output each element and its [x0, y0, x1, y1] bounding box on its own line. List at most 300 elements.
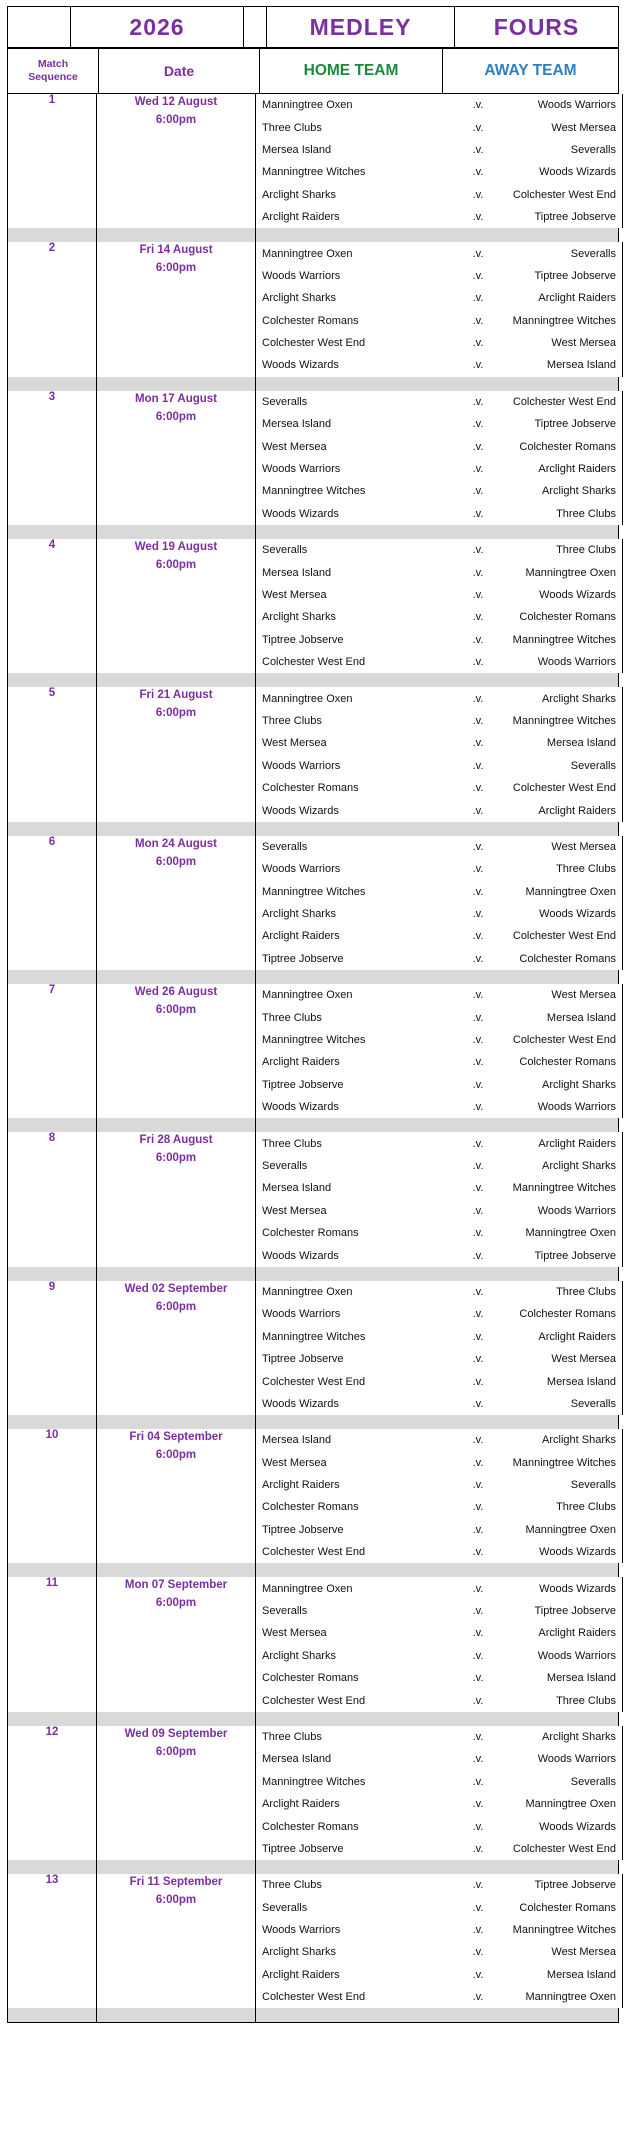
separator-cell	[256, 1415, 619, 1429]
fixture-row	[256, 332, 622, 354]
document-header	[7, 6, 619, 94]
fixture-row	[256, 1074, 622, 1096]
away-team-name: Arclight Sharks	[542, 1434, 616, 1447]
match-sequence-cell: 7	[8, 984, 97, 1118]
fixture-row	[256, 799, 622, 821]
fixture-row	[256, 1496, 622, 1518]
versus-label: .v.	[472, 314, 484, 327]
separator-cell	[8, 1860, 97, 1874]
separator-cell	[8, 1415, 97, 1429]
home-team-name: Severalls	[262, 840, 308, 853]
away-team-name: Manningtree Oxen	[525, 1523, 616, 1536]
versus-label: .v.	[472, 1182, 484, 1195]
away-team-name: Manningtree Witches	[512, 633, 616, 646]
away-team-name: Tiptree Jobserve	[534, 269, 616, 282]
fixture-row	[256, 1222, 622, 1244]
match-time: 6:00pm	[155, 1597, 197, 1610]
away-team-name: Woods Wizards	[539, 1546, 616, 1559]
match-date: Fri 28 August	[139, 1134, 213, 1147]
fixture-row	[256, 858, 622, 880]
separator-cell	[256, 2008, 619, 2022]
fixtures-cell	[256, 1874, 623, 2008]
separator-cell	[8, 673, 97, 687]
away-team-name: Mersea Island	[546, 737, 616, 750]
col-header-away-team: AWAY TEAM	[443, 49, 619, 94]
away-team-name: Three Clubs	[556, 544, 616, 557]
fixture-row	[256, 1838, 622, 1860]
versus-label: .v.	[472, 908, 484, 921]
match-sequence-cell: 1	[8, 94, 97, 228]
versus-label: .v.	[472, 1479, 484, 1492]
round-block	[7, 1874, 623, 2008]
column-header-row	[7, 48, 619, 94]
home-team-name: Manningtree Oxen	[262, 1582, 353, 1595]
fixtures-table	[256, 242, 622, 376]
versus-label: .v.	[472, 782, 484, 795]
away-team-name: Colchester West End	[512, 1842, 616, 1855]
away-team-name: Colchester West End	[512, 395, 616, 408]
away-team-name: Severalls	[570, 759, 616, 772]
away-team-name: Mersea Island	[546, 1968, 616, 1981]
round-block	[7, 687, 623, 821]
date-cell	[97, 1429, 256, 1563]
match-time: 6:00pm	[155, 410, 197, 423]
home-team-name: Woods Wizards	[262, 1249, 339, 1262]
home-team-name: Woods Wizards	[262, 1101, 339, 1114]
versus-label: .v.	[472, 1434, 484, 1447]
home-team-name: Colchester West End	[262, 656, 366, 669]
home-team-name: Manningtree Oxen	[262, 989, 353, 1002]
versus-label: .v.	[472, 1456, 484, 1469]
home-team-name: Woods Warriors	[262, 759, 341, 772]
away-team-name: Arclight Sharks	[542, 485, 616, 498]
fixture-row	[256, 584, 622, 606]
away-team-name: Severalls	[570, 1775, 616, 1788]
versus-label: .v.	[472, 1204, 484, 1217]
versus-label: .v.	[472, 1285, 484, 1298]
fixture-row	[256, 391, 622, 413]
away-team-name: Mersea Island	[546, 1011, 616, 1024]
separator-cell	[97, 1415, 256, 1429]
match-sequence-cell: 4	[8, 539, 97, 673]
date-cell	[97, 94, 256, 228]
away-team-name: Woods Wizards	[539, 908, 616, 921]
round-separator	[7, 1267, 619, 1281]
home-team-name: Woods Warriors	[262, 863, 341, 876]
home-team-name: Manningtree Witches	[262, 1034, 366, 1047]
fixture-row	[256, 1577, 622, 1599]
home-team-name: Colchester West End	[262, 1546, 366, 1559]
round-block	[7, 1132, 623, 1266]
home-team-name: Mersea Island	[262, 566, 332, 579]
match-time: 6:00pm	[155, 558, 197, 571]
away-team-name: Manningtree Oxen	[525, 1991, 616, 2004]
versus-label: .v.	[472, 269, 484, 282]
home-team-name: Manningtree Oxen	[262, 692, 353, 705]
date-cell	[97, 242, 256, 376]
home-team-name: Woods Warriors	[262, 1308, 341, 1321]
versus-label: .v.	[472, 1523, 484, 1536]
fixtures-table	[256, 984, 622, 1118]
away-team-name: Manningtree Witches	[512, 1182, 616, 1195]
match-sequence-cell: 11	[8, 1577, 97, 1711]
fixture-row	[256, 1897, 622, 1919]
fixture-row	[256, 310, 622, 332]
versus-label: .v.	[472, 566, 484, 579]
fixture-row	[256, 265, 622, 287]
home-team-name: West Mersea	[262, 1627, 327, 1640]
fixtures-table	[256, 1429, 622, 1563]
fixtures-cell	[256, 1429, 623, 1563]
home-team-name: Tiptree Jobserve	[262, 1353, 344, 1366]
separator-cell	[256, 525, 619, 539]
home-team-name: Colchester Romans	[262, 1820, 359, 1833]
fixture-row	[256, 1986, 622, 2008]
separator-cell	[97, 1860, 256, 1874]
title-row	[7, 6, 619, 48]
fixture-row	[256, 1600, 622, 1622]
versus-label: .v.	[472, 1924, 484, 1937]
fixture-row	[256, 1326, 622, 1348]
fixture-row	[256, 1393, 622, 1415]
home-team-name: Woods Wizards	[262, 507, 339, 520]
home-team-name: Arclight Raiders	[262, 1479, 340, 1492]
home-team-name: West Mersea	[262, 589, 327, 601]
match-sequence-cell: 12	[8, 1726, 97, 1860]
match-sequence-cell: 8	[8, 1132, 97, 1266]
versus-label: .v.	[472, 1991, 484, 2004]
away-team-name: Severalls	[570, 247, 616, 260]
col-header-match-sequence	[8, 49, 99, 94]
round-block	[7, 984, 623, 1118]
match-time: 6:00pm	[155, 1745, 197, 1758]
away-team-name: Arclight Sharks	[542, 692, 616, 705]
versus-label: .v.	[472, 121, 484, 134]
fixture-row	[256, 458, 622, 480]
fixtures-table	[256, 836, 622, 970]
versus-label: .v.	[472, 507, 484, 520]
match-time: 6:00pm	[155, 1893, 197, 1906]
separator-cell	[97, 1712, 256, 1726]
separator-cell	[97, 1118, 256, 1132]
fixtures-table	[256, 1132, 622, 1266]
fixture-row	[256, 539, 622, 561]
versus-label: .v.	[472, 1227, 484, 1240]
match-date: Mon 17 August	[135, 392, 217, 405]
fixture-row	[256, 161, 622, 183]
home-team-name: Arclight Raiders	[262, 1056, 340, 1069]
round-block	[7, 539, 623, 673]
home-team-name: West Mersea	[262, 737, 327, 750]
date-cell	[97, 984, 256, 1118]
away-team-name: Manningtree Witches	[512, 1924, 616, 1937]
away-team-name: Three Clubs	[556, 863, 616, 876]
fixture-row	[256, 755, 622, 777]
fixture-row	[256, 984, 622, 1006]
date-cell	[97, 1577, 256, 1711]
versus-label: .v.	[472, 1397, 484, 1410]
fixture-row	[256, 1771, 622, 1793]
fixtures-table	[256, 1577, 622, 1711]
away-team-name: Woods Warriors	[537, 656, 616, 669]
home-team-name: Colchester West End	[262, 1991, 366, 2004]
away-team-name: Tiptree Jobserve	[534, 211, 616, 224]
separator-cell	[8, 1267, 97, 1281]
fixtures-cell	[256, 1726, 623, 1860]
match-time: 6:00pm	[155, 1152, 197, 1165]
versus-label: .v.	[472, 1775, 484, 1788]
fixture-row	[256, 561, 622, 583]
fixture-row	[256, 777, 622, 799]
fixture-row	[256, 413, 622, 435]
versus-label: .v.	[472, 463, 484, 476]
match-date: Wed 26 August	[134, 986, 218, 999]
home-team-name: Woods Wizards	[262, 359, 339, 372]
fixtures-cell	[256, 687, 623, 821]
fixture-row	[256, 139, 622, 161]
round-block	[7, 1577, 623, 1711]
rounds-container	[7, 94, 619, 2022]
away-team-name: Woods Warriors	[537, 1101, 616, 1114]
away-team-name: Colchester West End	[512, 930, 616, 943]
fixture-row	[256, 1244, 622, 1266]
versus-label: .v.	[472, 1627, 484, 1640]
round-separator	[7, 822, 619, 836]
away-team-name: Manningtree Witches	[512, 714, 616, 727]
separator-cell	[8, 822, 97, 836]
fixture-row	[256, 242, 622, 264]
home-team-name: Colchester Romans	[262, 1672, 359, 1685]
fixture-row	[256, 184, 622, 206]
away-team-name: Colchester Romans	[519, 611, 616, 624]
separator-cell	[8, 970, 97, 984]
away-team-name: West Mersea	[551, 337, 616, 350]
versus-label: .v.	[472, 952, 484, 965]
round-block	[7, 1429, 623, 1563]
home-team-name: West Mersea	[262, 1204, 327, 1217]
versus-label: .v.	[472, 1901, 484, 1914]
fixtures-cell	[256, 94, 623, 228]
versus-label: .v.	[472, 656, 484, 669]
fixture-row	[256, 1541, 622, 1563]
away-team-name: Mersea Island	[546, 1672, 616, 1685]
home-team-name: Severalls	[262, 1605, 308, 1618]
home-team-name: Severalls	[262, 1901, 308, 1914]
home-team-name: Mersea Island	[262, 1434, 332, 1447]
versus-label: .v.	[472, 759, 484, 772]
match-date: Mon 24 August	[135, 837, 217, 850]
versus-label: .v.	[472, 1501, 484, 1514]
fixtures-cell	[256, 1577, 623, 1711]
fixtures-cell	[256, 391, 623, 525]
away-team-name: West Mersea	[551, 121, 616, 134]
versus-label: .v.	[472, 714, 484, 727]
match-time: 6:00pm	[155, 1448, 197, 1461]
versus-label: .v.	[472, 1968, 484, 1981]
fixture-row	[256, 629, 622, 651]
versus-label: .v.	[472, 1753, 484, 1766]
versus-label: .v.	[472, 1798, 484, 1811]
fixture-row	[256, 1029, 622, 1051]
match-time: 6:00pm	[155, 1003, 197, 1016]
versus-label: .v.	[472, 1672, 484, 1685]
fixture-row	[256, 206, 622, 228]
home-team-name: Manningtree Witches	[262, 485, 366, 498]
away-team-name: Colchester West End	[512, 782, 616, 795]
match-time: 6:00pm	[155, 1300, 197, 1313]
separator-cell	[256, 673, 619, 687]
versus-label: .v.	[472, 1159, 484, 1172]
fixture-row	[256, 1874, 622, 1896]
fixture-row	[256, 1200, 622, 1222]
match-sequence-cell: 6	[8, 836, 97, 970]
away-team-name: Arclight Sharks	[542, 1730, 616, 1743]
versus-label: .v.	[472, 544, 484, 557]
match-sequence-cell: 5	[8, 687, 97, 821]
home-team-name: Manningtree Oxen	[262, 1285, 353, 1298]
home-team-name: Arclight Sharks	[262, 908, 336, 921]
fixture-row	[256, 480, 622, 502]
separator-cell	[256, 1712, 619, 1726]
versus-label: .v.	[472, 1034, 484, 1047]
versus-label: .v.	[472, 247, 484, 260]
fixture-row	[256, 1177, 622, 1199]
round-block	[7, 836, 623, 970]
fixture-row	[256, 503, 622, 525]
home-team-name: Three Clubs	[262, 1011, 322, 1024]
home-team-name: Colchester Romans	[262, 314, 359, 327]
away-team-name: Arclight Sharks	[542, 1159, 616, 1172]
match-date: Fri 11 September	[129, 1876, 223, 1889]
fixtures-cell	[256, 984, 623, 1118]
separator-cell	[8, 525, 97, 539]
fixtures-table	[256, 94, 622, 228]
away-team-name: Mersea Island	[546, 359, 616, 372]
versus-label: .v.	[472, 1353, 484, 1366]
round-separator	[7, 1712, 619, 1726]
round-separator	[7, 970, 619, 984]
fixture-row	[256, 1748, 622, 1770]
home-team-name: Severalls	[262, 395, 308, 408]
fixture-list-page	[0, 6, 626, 2023]
fixtures-table	[256, 539, 622, 673]
fixture-row	[256, 354, 622, 376]
away-team-name: Arclight Raiders	[538, 1627, 616, 1640]
away-team-name: Three Clubs	[556, 1694, 616, 1707]
separator-cell	[256, 822, 619, 836]
date-cell	[97, 1726, 256, 1860]
versus-label: .v.	[472, 395, 484, 408]
fixture-row	[256, 836, 622, 858]
date-cell	[97, 1281, 256, 1415]
fixture-row	[256, 1519, 622, 1541]
home-team-name: Manningtree Witches	[262, 885, 366, 898]
title-gap	[244, 7, 267, 48]
round-block	[7, 1281, 623, 1415]
match-time: 6:00pm	[155, 855, 197, 868]
away-team-name: Severalls	[570, 1397, 616, 1410]
versus-label: .v.	[472, 1879, 484, 1892]
round-separator	[7, 1118, 619, 1132]
away-team-name: Woods Warriors	[537, 1204, 616, 1217]
round-separator	[7, 228, 619, 242]
home-team-name: Woods Warriors	[262, 463, 341, 476]
separator-cell	[97, 377, 256, 391]
separator-cell	[256, 377, 619, 391]
fixture-row	[256, 1622, 622, 1644]
col-header-home-team: HOME TEAM	[260, 49, 443, 94]
versus-label: .v.	[472, 143, 484, 156]
separator-cell	[256, 228, 619, 242]
match-date: Wed 12 August	[134, 96, 218, 108]
away-team-name: Colchester West End	[512, 1034, 616, 1047]
versus-label: .v.	[472, 1649, 484, 1662]
away-team-name: West Mersea	[551, 989, 616, 1002]
fixtures-cell	[256, 1281, 623, 1415]
away-team-name: West Mersea	[551, 1353, 616, 1366]
date-cell	[97, 687, 256, 821]
home-team-name: Arclight Raiders	[262, 1968, 340, 1981]
versus-label: .v.	[472, 1582, 484, 1595]
fixture-row	[256, 606, 622, 628]
home-team-name: West Mersea	[262, 1456, 327, 1469]
home-team-name: Three Clubs	[262, 714, 322, 727]
away-team-name: Severalls	[570, 143, 616, 156]
round-block	[7, 242, 623, 376]
away-team-name: Colchester Romans	[519, 1308, 616, 1321]
versus-label: .v.	[472, 166, 484, 179]
home-team-name: Colchester Romans	[262, 1501, 359, 1514]
away-team-name: Manningtree Witches	[512, 1456, 616, 1469]
fixture-row	[256, 1474, 622, 1496]
versus-label: .v.	[472, 840, 484, 853]
versus-label: .v.	[472, 1946, 484, 1959]
home-team-name: Severalls	[262, 1159, 308, 1172]
separator-cell	[8, 1118, 97, 1132]
match-sequence-cell: 9	[8, 1281, 97, 1415]
round-separator	[7, 377, 619, 391]
away-team-name: Colchester West End	[512, 188, 616, 201]
fixture-row	[256, 1793, 622, 1815]
col-header-date: Date	[99, 49, 260, 94]
separator-cell	[256, 1267, 619, 1281]
fixture-row	[256, 1667, 622, 1689]
separator-cell	[256, 1118, 619, 1132]
versus-label: .v.	[472, 885, 484, 898]
fixture-row	[256, 1429, 622, 1451]
fixture-row	[256, 1964, 622, 1986]
fixture-row	[256, 903, 622, 925]
home-team-name: Severalls	[262, 544, 308, 557]
versus-label: .v.	[472, 989, 484, 1002]
away-team-name: Manningtree Oxen	[525, 1798, 616, 1811]
fixture-row	[256, 1132, 622, 1154]
round-block	[7, 1726, 623, 1860]
fixture-row	[256, 710, 622, 732]
fixture-row	[256, 881, 622, 903]
fixture-row	[256, 1348, 622, 1370]
fixture-row	[256, 1155, 622, 1177]
versus-label: .v.	[472, 692, 484, 705]
versus-label: .v.	[472, 804, 484, 817]
versus-label: .v.	[472, 611, 484, 624]
home-team-name: Manningtree Oxen	[262, 99, 353, 112]
versus-label: .v.	[472, 1375, 484, 1388]
away-team-name: Arclight Sharks	[542, 1078, 616, 1091]
versus-label: .v.	[472, 737, 484, 750]
fixtures-table	[256, 391, 622, 525]
away-team-name: West Mersea	[551, 840, 616, 853]
